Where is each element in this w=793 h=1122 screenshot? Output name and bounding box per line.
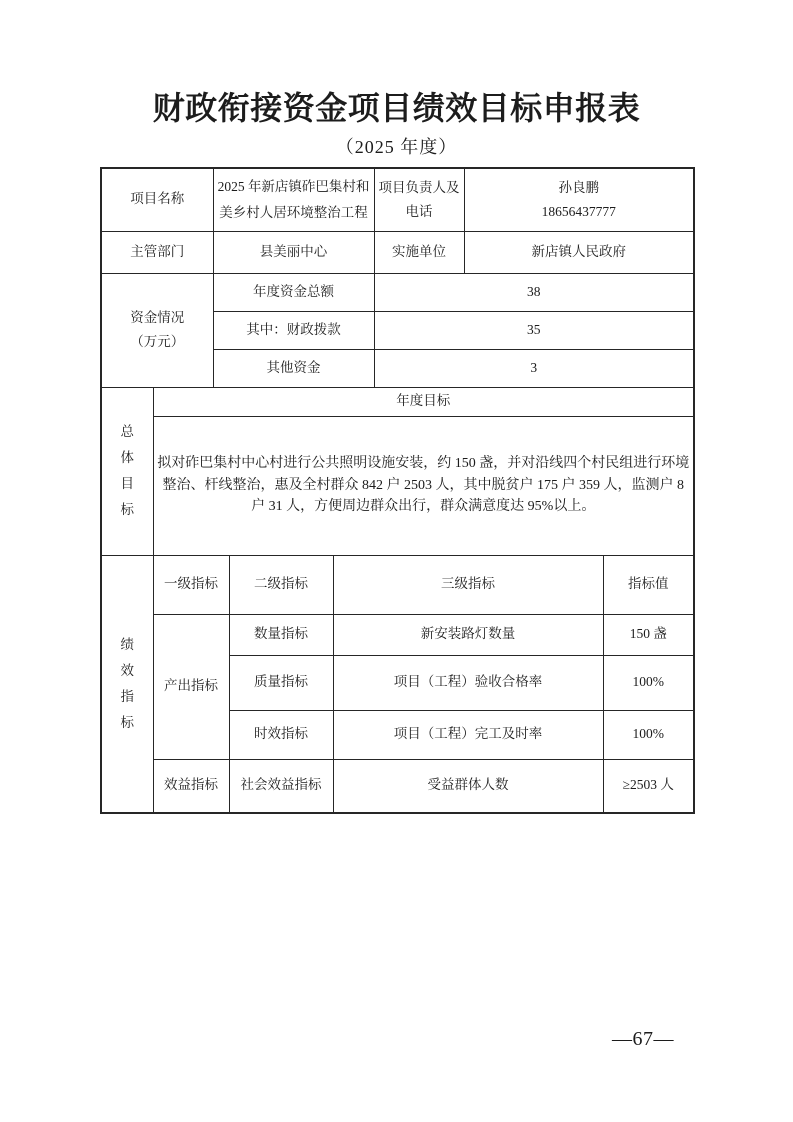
implementation-unit-value: 新店镇人民政府 bbox=[464, 231, 694, 273]
quality-indicator-value: 100% bbox=[603, 655, 694, 710]
department-row bbox=[101, 231, 694, 273]
quality-indicator-label: 质量指标 bbox=[229, 655, 333, 710]
overall-goal-label-text: 总体目标 bbox=[120, 424, 134, 517]
indicator-header-level1: 一级指标 bbox=[153, 555, 229, 614]
funds-label-line1: 资金情况 bbox=[130, 310, 185, 325]
benefit-indicator-group-label: 效益指标 bbox=[153, 759, 229, 813]
fund-fiscal-label: 其中：财政拨款 bbox=[213, 311, 374, 349]
funds-label-line2: （万元） bbox=[130, 334, 185, 349]
project-name-label: 项目名称 bbox=[101, 168, 213, 231]
project-name-line1: 2025 年新店镇砟巴集村和 bbox=[217, 178, 370, 194]
fund-other-value: 3 bbox=[374, 349, 694, 387]
indicator-row-benefit bbox=[101, 759, 694, 813]
quantity-indicator-name: 新安装路灯数量 bbox=[333, 614, 603, 655]
department-label: 主管部门 bbox=[101, 231, 213, 273]
social-benefit-indicator-name: 受益群体人数 bbox=[333, 759, 603, 813]
page-number: —67— bbox=[612, 1028, 674, 1050]
project-info-row bbox=[101, 168, 694, 231]
indicator-row-quantity bbox=[101, 614, 694, 655]
social-benefit-indicator-label: 社会效益指标 bbox=[229, 759, 333, 813]
declaration-form-table bbox=[100, 167, 695, 814]
document-title: 财政衔接资金项目绩效目标申报表 bbox=[152, 90, 641, 126]
annual-goal-content-row bbox=[101, 416, 694, 555]
implementation-unit-label: 实施单位 bbox=[374, 231, 464, 273]
leader-label-line2: 电话 bbox=[405, 203, 433, 219]
indicator-header-row bbox=[101, 555, 694, 614]
timeliness-indicator-value: 100% bbox=[603, 710, 694, 759]
department-value: 县美丽中心 bbox=[213, 231, 374, 273]
overall-goal-label bbox=[101, 387, 153, 555]
fund-total-value: 38 bbox=[374, 273, 694, 311]
annual-goal-content: 拟对砟巴集村中心村进行公共照明设施安装，约 150 盏，并对沿线四个村民组进行环境整治、杆线整治，惠及全村群众 842 户 2503 人，其中脱贫户 175 户 359 人，监测户 8 户 31 人，方便周边群众出行，群众满意度达 95%以上。 bbox=[153, 416, 694, 555]
fund-fiscal-value: 35 bbox=[374, 311, 694, 349]
indicator-header-level2: 二级指标 bbox=[229, 555, 333, 614]
leader-name: 孙良鹏 bbox=[558, 179, 600, 195]
indicator-header-value: 指标值 bbox=[603, 555, 694, 614]
leader-value bbox=[464, 168, 694, 231]
output-indicator-group-label: 产出指标 bbox=[153, 614, 229, 759]
project-name-line2: 美乡村人居环境整治工程 bbox=[219, 204, 368, 220]
indicator-header-level3: 三级指标 bbox=[333, 555, 603, 614]
quality-indicator-name: 项目（工程）验收合格率 bbox=[333, 655, 603, 710]
quantity-indicator-value: 150 盏 bbox=[603, 614, 694, 655]
annual-goal-header-row bbox=[101, 387, 694, 416]
timeliness-indicator-label: 时效指标 bbox=[229, 710, 333, 759]
fund-other-label: 其他资金 bbox=[213, 349, 374, 387]
timeliness-indicator-name: 项目（工程）完工及时率 bbox=[333, 710, 603, 759]
project-name-value bbox=[213, 168, 374, 231]
fund-total-label: 年度资金总额 bbox=[213, 273, 374, 311]
annual-goal-header: 年度目标 bbox=[153, 387, 694, 416]
document-subtitle: （2025 年度） bbox=[335, 137, 458, 157]
leader-label-line1: 项目负责人及 bbox=[378, 179, 460, 195]
performance-label-text: 绩效指标 bbox=[120, 636, 134, 730]
fund-row-total bbox=[101, 273, 694, 311]
quantity-indicator-label: 数量指标 bbox=[229, 614, 333, 655]
leader-label bbox=[374, 168, 464, 231]
performance-label bbox=[101, 555, 153, 813]
leader-phone: 18656437777 bbox=[541, 203, 616, 219]
funds-label bbox=[101, 273, 213, 387]
social-benefit-indicator-value: ≥2503 人 bbox=[603, 759, 694, 813]
